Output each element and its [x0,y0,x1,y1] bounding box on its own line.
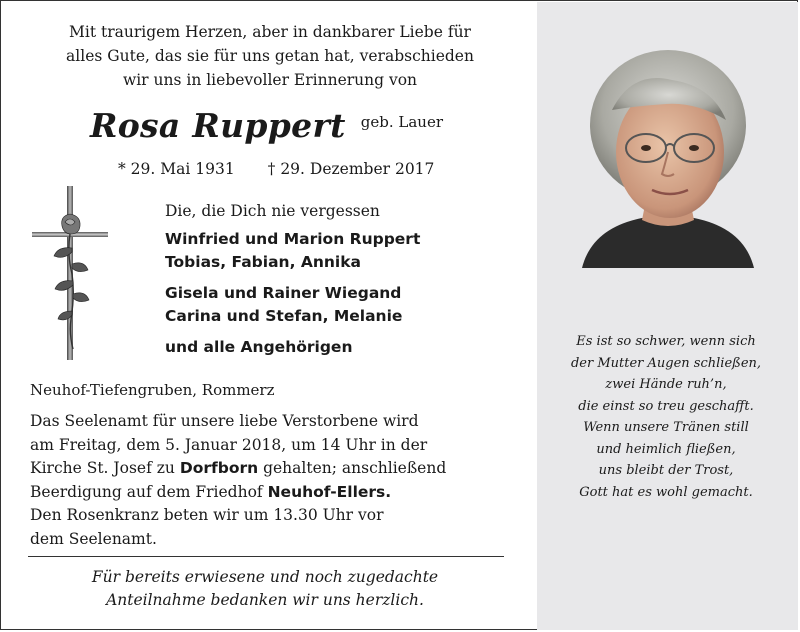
service-line: am Freitag, dem 5. Januar 2018, um 14 Uhr in der [30,435,428,454]
intro-text [40,20,500,92]
thanks-line: Anteilnahme bedanken wir uns herzlich. [106,591,424,609]
intro-line: Mit traurigem Herzen, aber in dankbarer Liebe für [69,23,471,41]
deceased-name-row [90,106,443,145]
intro-line: alles Gute, das sie für uns getan hat, verabschieden [66,47,474,65]
life-dates [118,160,462,178]
service-line [30,457,510,481]
family-line: Gisela und Rainer Wiegand [165,284,402,302]
other-relatives: und alle Angehörigen [165,338,353,356]
poem-line: Wenn unsere Tränen still [583,420,749,435]
service-text: Beerdigung auf dem Friedhof [30,482,268,501]
birth-date: * 29. Mai 1931 [118,160,235,178]
service-text: gehalten; anschließend [258,459,447,477]
place-line: Neuhof-Tiefengruben, Rommerz [30,381,275,399]
poem-line: Gott hat es wohl gemacht. [579,484,753,500]
family-group-2 [165,282,420,328]
mourners-lead: Die, die Dich nie vergessen [165,202,380,220]
poem-line: Es ist so schwer, wenn sich [576,334,756,349]
service-line: Das Seelenamt für unsere liebe Verstorbene wird [30,412,419,430]
poem-line: zwei Hände ruh’n, [605,377,727,392]
family-line: Tobias, Fabian, Annika [165,253,362,271]
service-text: Kirche St. Josef zu [30,459,180,477]
poem [548,331,784,503]
service-line [30,481,510,505]
service-info [30,410,510,551]
family-group-1 [165,228,420,274]
service-line: Den Rosenkranz beten wir um 13.30 Uhr vor [30,506,384,524]
poem-line: und heimlich fließen, [596,441,736,457]
divider [28,556,504,557]
death-date: † 29. Dezember 2017 [267,160,435,178]
service-line: dem Seelenamt. [30,529,157,548]
church-location: Dorfborn [179,459,259,477]
thanks-line: Für bereits erwiesene und noch zugedachte [91,568,439,586]
thanks-text [40,566,490,612]
cemetery-location: Neuhof-Ellers. [267,482,392,501]
poem-line: uns bleibt der Trost, [598,463,734,478]
poem-line: der Mutter Augen schließen, [570,355,762,371]
cross-with-rose-icon [32,186,108,360]
portrait-photo [582,40,754,268]
poem-line: die einst so treu geschafft. [578,398,754,414]
family-line: Winfried und Marion Ruppert [165,230,421,248]
mourners-section [165,202,420,359]
family-line: Carina und Stefan, Melanie [165,307,403,325]
born-name: geb. Lauer [360,113,444,131]
intro-line: wir uns in liebevoller Erinnerung von [122,71,418,89]
deceased-name: Rosa Ruppert [90,106,346,145]
